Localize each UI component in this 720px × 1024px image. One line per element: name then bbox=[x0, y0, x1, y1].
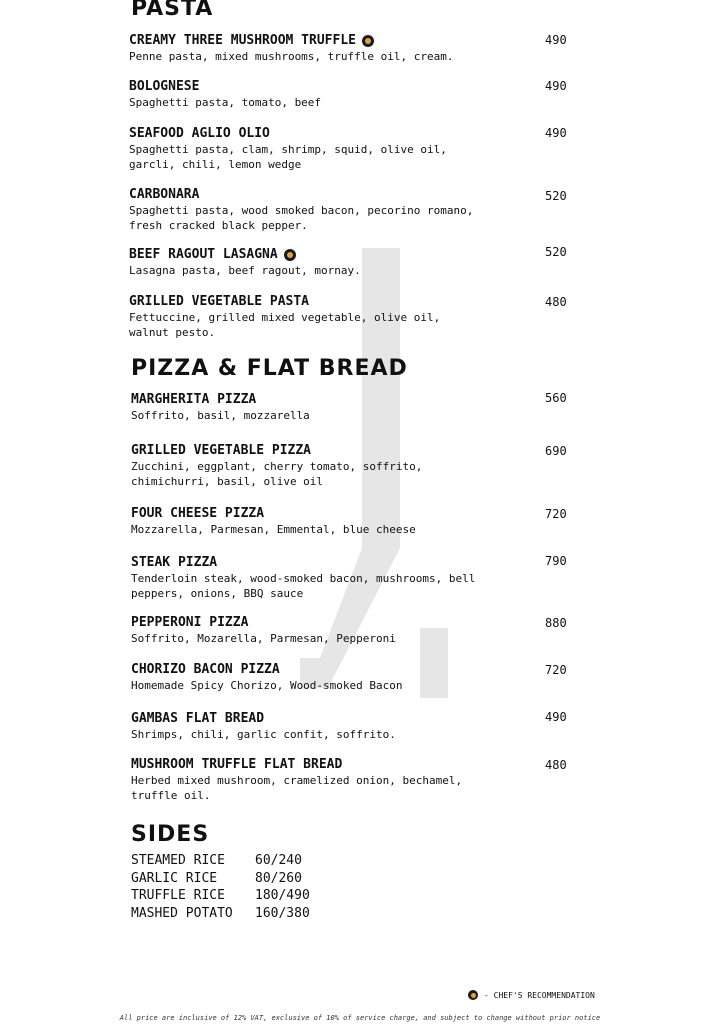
menu-item-name-text: CREAMY THREE MUSHROOM TRUFFLE bbox=[129, 33, 356, 48]
menu-item-description: peppers, onions, BBQ sauce bbox=[131, 587, 304, 600]
sides-item-price: 160/380 bbox=[255, 906, 310, 921]
menu-item-description: Herbed mixed mushroom, cramelized onion, bechamel, bbox=[131, 774, 463, 787]
menu-item-name-text: GRILLED VEGETABLE PASTA bbox=[129, 294, 310, 309]
menu-item-description: Spaghetti pasta, clam, shrimp, squid, olive oil, bbox=[129, 143, 447, 156]
legend-label: - CHEF'S RECOMMENDATION bbox=[484, 990, 595, 1000]
menu-item-description: Spaghetti pasta, wood smoked bacon, pecorino romano, bbox=[129, 204, 474, 217]
menu-item-name bbox=[129, 126, 529, 142]
menu-item-description: Shrimps, chili, garlic confit, soffrito. bbox=[131, 728, 396, 741]
menu-item-name-text: STEAK PIZZA bbox=[131, 555, 218, 570]
section-title-sides: SIDES bbox=[131, 822, 210, 847]
menu-item-price: 720 bbox=[545, 663, 567, 677]
menu-item-price: 790 bbox=[545, 554, 567, 568]
menu-item-name bbox=[131, 506, 531, 522]
menu-item-name-text: GRILLED VEGETABLE PIZZA bbox=[131, 443, 312, 458]
menu-item-price: 560 bbox=[545, 391, 567, 405]
menu-item-description: Spaghetti pasta, tomato, beef bbox=[129, 96, 322, 109]
sides-row bbox=[131, 888, 310, 904]
menu-item-price: 490 bbox=[545, 33, 567, 47]
menu-item-name-text: FOUR CHEESE PIZZA bbox=[131, 506, 265, 521]
menu-item-price: 880 bbox=[545, 616, 567, 630]
menu-item-price: 490 bbox=[545, 79, 567, 93]
menu-item-name-text: BOLOGNESE bbox=[129, 79, 200, 94]
menu-item-name-text: GAMBAS FLAT BREAD bbox=[131, 711, 265, 726]
menu-item-price: 690 bbox=[545, 444, 567, 458]
menu-item bbox=[129, 79, 529, 110]
menu-item bbox=[131, 555, 531, 601]
menu-item-price: 490 bbox=[545, 126, 567, 140]
menu-item bbox=[129, 126, 529, 172]
sides-item-price: 60/240 bbox=[255, 853, 302, 868]
menu-item-name-text: SEAFOOD AGLIO OLIO bbox=[129, 126, 270, 141]
menu-item bbox=[131, 615, 531, 646]
sides-item-name: STEAMED RICE bbox=[131, 853, 225, 868]
menu-item-price: 490 bbox=[545, 710, 567, 724]
chef-recommendation-icon bbox=[362, 35, 374, 47]
menu-item-name bbox=[131, 711, 531, 727]
menu-item bbox=[131, 757, 531, 803]
menu-item-name bbox=[129, 187, 529, 203]
menu-item-description: walnut pesto. bbox=[129, 326, 216, 339]
menu-item-name bbox=[131, 392, 531, 408]
menu-item-name bbox=[129, 247, 529, 263]
chef-recommendation-icon bbox=[468, 990, 478, 1000]
section-title-pasta: PASTA bbox=[131, 0, 214, 21]
menu-item bbox=[131, 443, 531, 489]
sides-item-name: TRUFFLE RICE bbox=[131, 888, 225, 903]
menu-item-description: Soffrito, Mozarella, Parmesan, Pepperoni bbox=[131, 632, 396, 645]
menu-item-price: 480 bbox=[545, 295, 567, 309]
menu-item-description: Fettuccine, grilled mixed vegetable, olive oil, bbox=[129, 311, 441, 324]
menu-item-description: chimichurri, basil, olive oil bbox=[131, 475, 324, 488]
sides-item-price: 80/260 bbox=[255, 871, 302, 886]
chef-recommendation-legend bbox=[468, 990, 595, 1000]
sides-row bbox=[131, 853, 302, 869]
menu-item-description: Mozzarella, Parmesan, Emmental, blue cheese bbox=[131, 523, 416, 536]
menu-item-name bbox=[131, 662, 531, 678]
menu-item bbox=[131, 506, 531, 537]
menu-item bbox=[131, 662, 531, 693]
menu-item-price: 480 bbox=[545, 758, 567, 772]
menu-item-price: 520 bbox=[545, 245, 567, 259]
menu-item-name-text: MUSHROOM TRUFFLE FLAT BREAD bbox=[131, 757, 343, 772]
menu-item-description: truffle oil. bbox=[131, 789, 211, 802]
menu-item-name bbox=[131, 443, 531, 459]
menu-item-description: garcli, chili, lemon wedge bbox=[129, 158, 302, 171]
menu-item-description: fresh cracked black pepper. bbox=[129, 219, 308, 232]
menu-item-description: Zucchini, eggplant, cherry tomato, soffrito, bbox=[131, 460, 423, 473]
menu-item-name bbox=[131, 757, 531, 773]
menu-item bbox=[129, 294, 529, 340]
price-disclaimer: All price are inclusive of 12% VAT, exclusive of 10% of service charge, and subject to change without prior notice bbox=[119, 1014, 601, 1022]
menu-item bbox=[131, 711, 531, 742]
menu-item-description: Lasagna pasta, beef ragout, mornay. bbox=[129, 264, 361, 277]
menu-item-name bbox=[129, 294, 529, 310]
section-title-pizza: PIZZA & FLAT BREAD bbox=[131, 356, 408, 381]
menu-item-name-text: BEEF RAGOUT LASAGNA bbox=[129, 247, 278, 262]
menu-item bbox=[129, 33, 529, 64]
menu-item-price: 520 bbox=[545, 189, 567, 203]
sides-item-name: GARLIC RICE bbox=[131, 871, 218, 886]
menu-item bbox=[129, 187, 529, 233]
menu-item-name bbox=[129, 79, 529, 95]
menu-item-name-text: CARBONARA bbox=[129, 187, 200, 202]
menu-item-name-text: PEPPERONI PIZZA bbox=[131, 615, 249, 630]
menu-item bbox=[129, 247, 529, 278]
sides-item-price: 180/490 bbox=[255, 888, 310, 903]
menu-item-name bbox=[129, 33, 529, 49]
menu-item-price: 720 bbox=[545, 507, 567, 521]
menu-item-description: Homemade Spicy Chorizo, Wood-smoked Bacon bbox=[131, 679, 403, 692]
menu-item-name-text: CHORIZO BACON PIZZA bbox=[131, 662, 280, 677]
menu-item-name bbox=[131, 615, 531, 631]
menu-item-name-text: MARGHERITA PIZZA bbox=[131, 392, 257, 407]
menu-item-description: Penne pasta, mixed mushrooms, truffle oil, cream. bbox=[129, 50, 454, 63]
sides-item-name: MASHED POTATO bbox=[131, 906, 233, 921]
menu-item-description: Soffrito, basil, mozzarella bbox=[131, 409, 310, 422]
menu-item-description: Tenderloin steak, wood-smoked bacon, mushrooms, bell bbox=[131, 572, 476, 585]
menu-item bbox=[131, 392, 531, 423]
chef-recommendation-icon bbox=[284, 249, 296, 261]
sides-row bbox=[131, 871, 302, 887]
menu-item-name bbox=[131, 555, 531, 571]
sides-row bbox=[131, 906, 310, 922]
